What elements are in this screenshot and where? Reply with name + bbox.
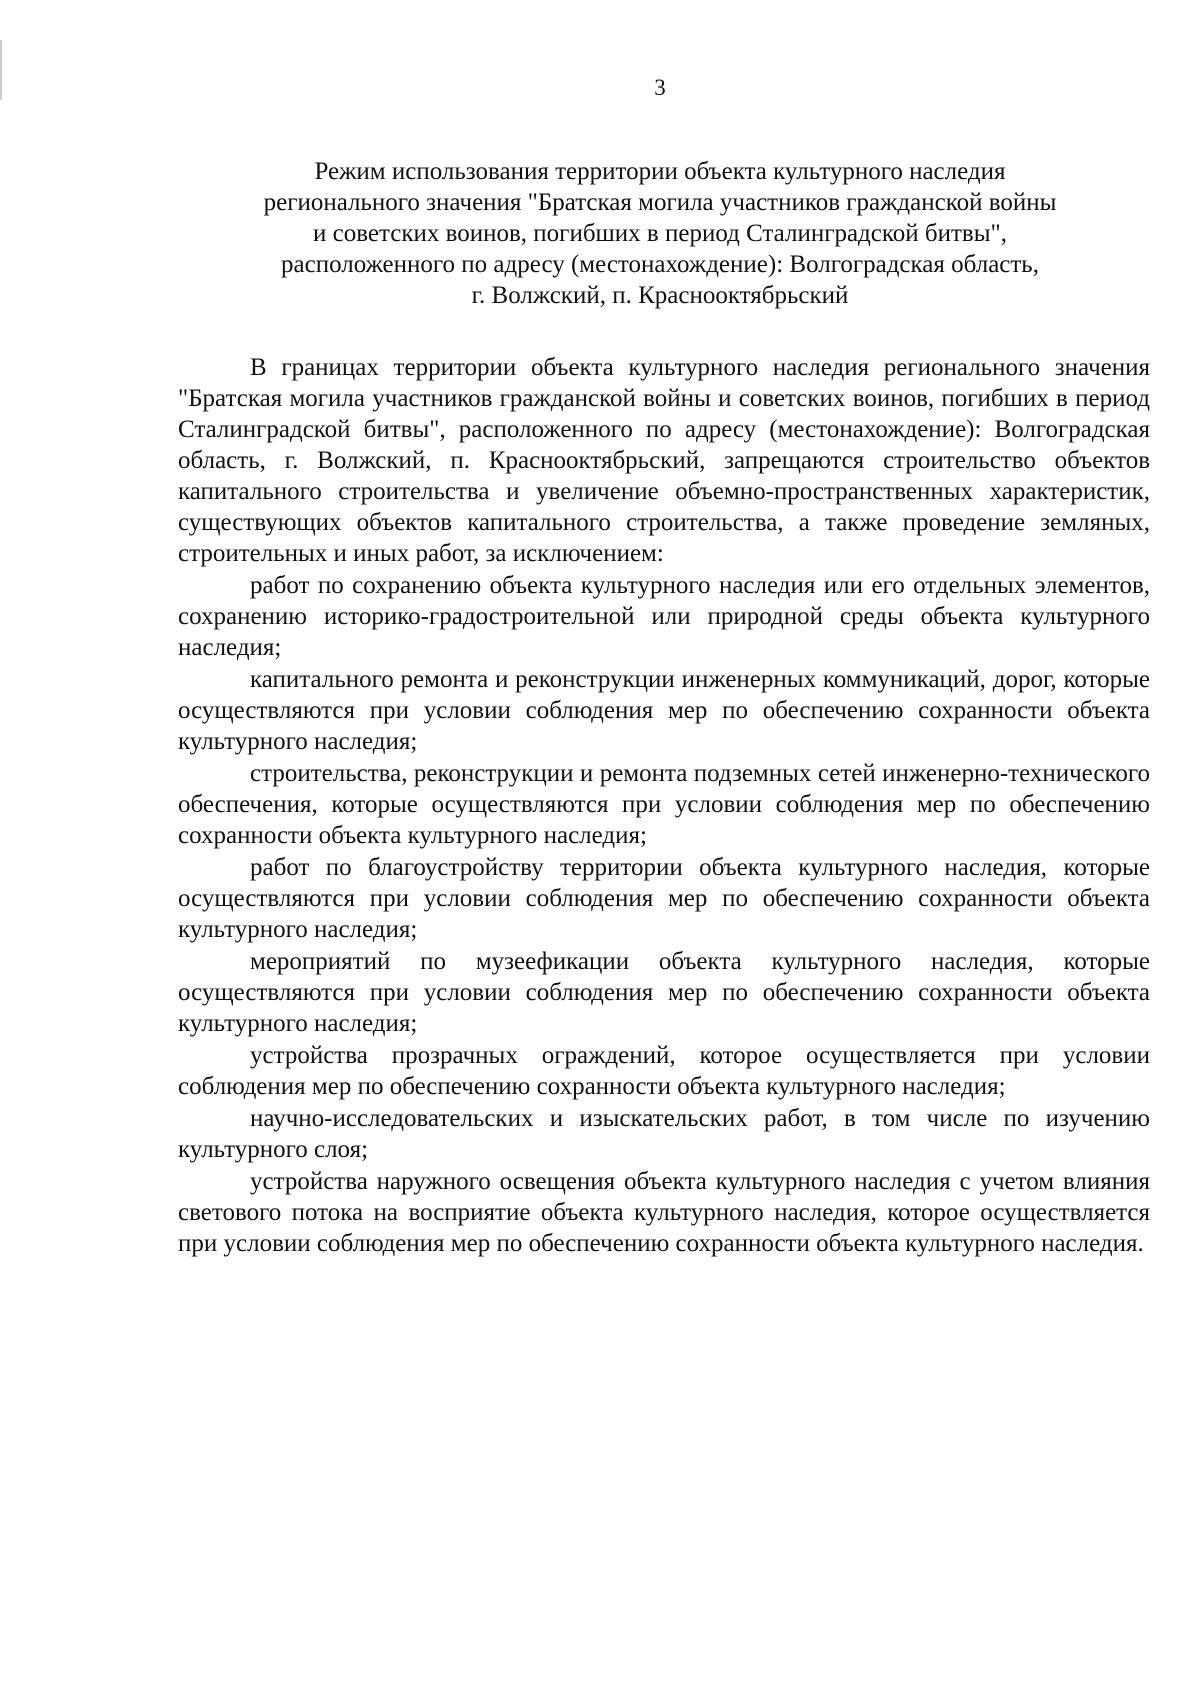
paragraph-intro: В границах территории объекта культурного наследия регионального значения "Братская могила участников гражданской войны и советских воинов, погибших в период Сталинградской битвы", расположенного по адресу (местонахождение): Волгоградская область, г. Волжский, п. Краснооктябрьский, запрещаются строительство объектов капитального строительства и увеличение объемно-пространственных характеристик, существующих объектов капитального строительства, а также проведение земляных, строительных и иных работ, за исключением: [178, 354, 1150, 567]
title-line-4: расположенного по адресу (местонахождение): Волгоградская область, [281, 251, 1039, 278]
paragraph-item-landscaping: работ по благоустройству территории объекта культурного наследия, которые осуществляются при условии соблюдения мер по обеспечению сохранности объекта культурного наследия; [178, 854, 1150, 943]
document-body [178, 352, 1150, 1260]
title-line-5: г. Волжский, п. Краснооктябрьский [471, 282, 849, 309]
page-number: 3 [654, 75, 666, 100]
paragraph-item-fences: устройства прозрачных ограждений, которое осуществляется при условии соблюдения мер по обеспечению сохранности объекта культурного наследия; [178, 1042, 1150, 1100]
title-line-1: Режим использования территории объекта культурного наследия [314, 158, 1006, 185]
paragraph-item-preservation: работ по сохранению объекта культурного наследия или его отдельных элементов, сохранению историко-градостроительной или природной среды объекта культурного наследия; [178, 572, 1150, 661]
paragraph-item-repair: капитального ремонта и реконструкции инженерных коммуникаций, дорог, которые осуществляются при условии соблюдения мер по обеспечению сохранности объекта культурного наследия; [178, 666, 1150, 755]
title-line-2: регионального значения "Братская могила участников гражданской войны [263, 189, 1057, 216]
paragraph-item-lighting: устройства наружного освещения объекта культурного наследия с учетом влияния светового потока на восприятие объекта культурного наследия, которое осуществляется при условии соблюдения мер по обеспечению сохранности объекта культурного наследия. [178, 1168, 1150, 1257]
paragraph-item-museumification: мероприятий по музеефикации объекта культурного наследия, которые осуществляются при условии соблюдения мер по обеспечению сохранности объекта культурного наследия; [178, 948, 1150, 1037]
document-title [140, 156, 1180, 311]
title-line-3: и советских воинов, погибших в период Сталинградской битвы", [313, 220, 1007, 247]
paragraph-item-underground-networks: строительства, реконструкции и ремонта подземных сетей инженерно-технического обеспечения, которые осуществляются при условии соблюдения мер по обеспечению сохранности объекта культурного наследия; [178, 760, 1150, 849]
paragraph-item-research: научно-исследовательских и изыскательских работ, в том числе по изучению культурного слоя; [178, 1105, 1150, 1163]
